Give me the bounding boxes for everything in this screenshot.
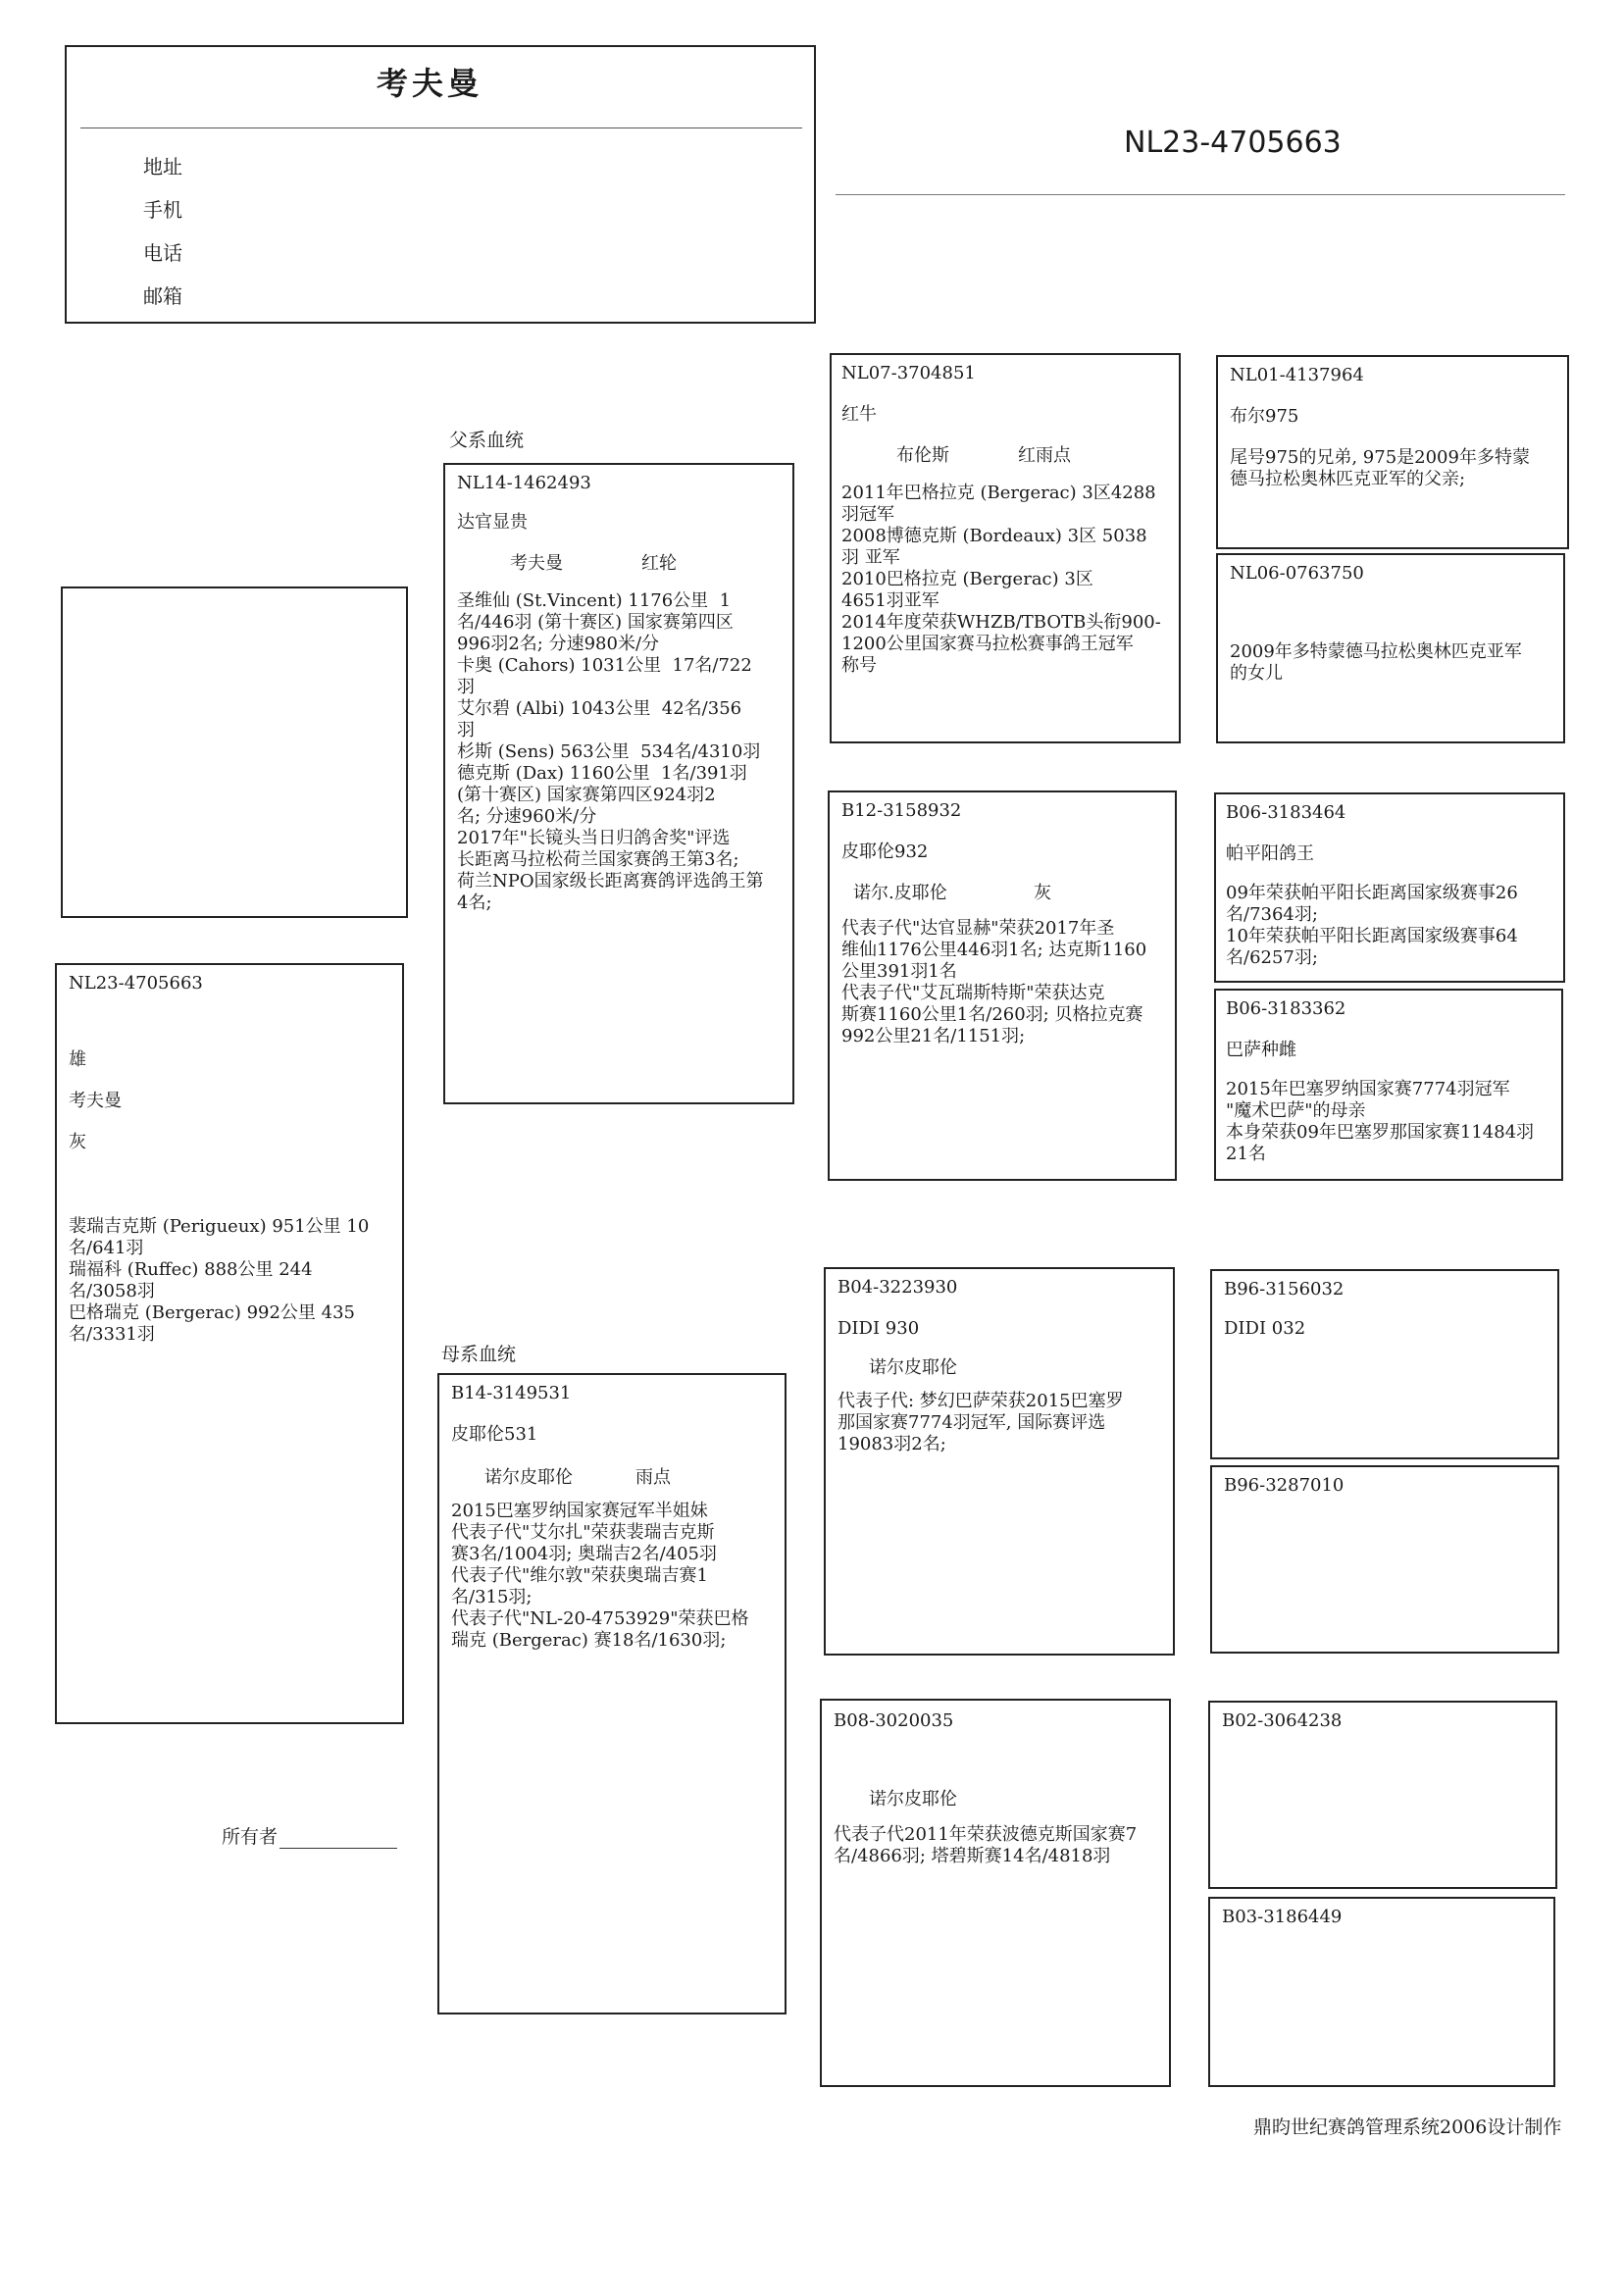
owner-field-phone: 电话 <box>143 241 182 265</box>
ssd-ring: NL06-0763750 <box>1230 563 1364 584</box>
sire-name: 达官显贵 <box>457 512 528 533</box>
footer-credit: 鼎昀世纪赛鸽管理系统2006设计制作 <box>1253 2116 1562 2138</box>
sire-sire-box <box>830 353 1181 743</box>
sss-ring: NL01-4137964 <box>1230 365 1364 385</box>
sire-dam-achievements: 代表子代"达官显赫"荣获2017年圣 维仙1176公里446羽1名; 达克斯1160 公里391羽1名 代表子代"艾瓦瑞斯特斯"荣获达克 斯赛1160公里1名/260羽; 贝格拉克赛 992公里21名/1151羽; <box>841 918 1147 1046</box>
sire-dam-box <box>828 790 1177 1181</box>
sire-dam-sire-box <box>1214 792 1565 983</box>
sire-breeder: 考夫曼 <box>510 553 563 574</box>
subject-ring: NL23-4705663 <box>69 973 203 994</box>
sdd-achievements: 2015年巴塞罗纳国家赛7774羽冠军 "魔术巴萨"的母亲 本身荣获09年巴塞罗那国家赛11484羽 21名 <box>1226 1079 1535 1164</box>
subject-breeder: 考夫曼 <box>69 1091 122 1111</box>
sire-dam-ring: B12-3158932 <box>841 800 962 821</box>
dam-dam-dam-box <box>1208 1897 1555 2087</box>
sss-achievements: 尾号975的兄弟, 975是2009年多特蒙 德马拉松奥林匹克亚军的父亲; <box>1230 447 1530 489</box>
subject-achievements: 裴瑞吉克斯 (Perigueux) 951公里 10 名/641羽 瑞福科 (Ruffec) 888公里 244 名/3058羽 巴格瑞克 (Bergerac) 992公里 435 名/3331羽 <box>69 1216 370 1345</box>
sire-ring: NL14-1462493 <box>457 473 591 493</box>
sire-dam-color: 灰 <box>1034 883 1051 903</box>
dam-dam-achievements: 代表子代2011年荣获波德克斯国家赛7 名/4866羽; 塔碧斯赛14名/4818羽 <box>834 1824 1138 1866</box>
sire-dam-name: 皮耶伦932 <box>841 841 929 862</box>
sire-dam-dam-box <box>1214 989 1563 1181</box>
dam-dam-sire-box <box>1208 1701 1557 1889</box>
sire-sire-sire-box <box>1216 355 1569 549</box>
dam-dam-breeder: 诺尔皮耶伦 <box>869 1789 957 1810</box>
dam-color: 雨点 <box>635 1467 671 1488</box>
subject-sex: 雄 <box>69 1049 86 1070</box>
photo-box <box>61 586 408 918</box>
sire-sire-dam-box <box>1216 553 1565 743</box>
owner-signature-line <box>279 1826 397 1849</box>
owner-divider <box>80 127 802 128</box>
sds-achievements: 09年荣获帕平阳长距离国家级赛事26 名/7364羽; 10年荣获帕平阳长距离国家级赛事64 名/6257羽; <box>1226 883 1518 968</box>
owner-field-email: 邮箱 <box>143 284 182 308</box>
sire-sire-breeder: 布伦斯 <box>896 445 949 466</box>
sire-color: 红轮 <box>641 553 677 574</box>
dam-section-label: 母系血统 <box>441 1344 517 1365</box>
sire-sire-achievements: 2011年巴格拉克 (Bergerac) 3区4288 羽冠军 2008博德克斯 (Bordeaux) 3区 5038 羽 亚军 2010巴格拉克 (Bergerac) 3区 4651羽亚军 2014年度荣获WHZB/TBOTB头衔900- 1200公里国家赛马拉松赛事鸽王冠军 称号 <box>841 483 1161 676</box>
owner-field-mobile: 手机 <box>143 198 182 222</box>
dss-ring: B96-3156032 <box>1224 1279 1345 1300</box>
dam-breeder: 诺尔皮耶伦 <box>484 1467 573 1488</box>
sire-sire-ring: NL07-3704851 <box>841 363 976 383</box>
dam-achievements: 2015巴塞罗纳国家赛冠军半姐妹 代表子代"艾尔扎"荣获裴瑞吉克斯 赛3名/1004羽; 奥瑞吉2名/405羽 代表子代"维尔敦"荣获奥瑞吉赛1 名/315羽; 代表子代"NL-20-4753929"荣获巴格 瑞克 (Bergerac) 赛18名/1630羽; <box>451 1501 749 1651</box>
sdd-name: 巴萨种雌 <box>1226 1040 1296 1060</box>
sire-sire-name: 红牛 <box>841 404 877 425</box>
owner-footer-text: 所有者 <box>222 1826 279 1848</box>
sds-ring: B06-3183464 <box>1226 802 1346 823</box>
dam-box <box>437 1373 787 2014</box>
sire-achievements: 圣维仙 (St.Vincent) 1176公里 1 名/446羽 (第十赛区) 国家赛第四区 996羽2名; 分速980米/分 卡奥 (Cahors) 1031公里 17名/722 羽 艾尔碧 (Albi) 1043公里 42名/356 羽 杉斯 (Sens) 563公里 534名/4310羽 德克斯 (Dax) 1160公里 1名/391羽 (第十赛区) 国家赛第四区924羽2 名; 分速960米/分 2017年"长镜头当日归鸽舍奖"评选 长距离马拉松荷兰国家赛鸽王第3名; 荷兰NPO国家级长距离赛鸽评选鸽王第 4名; <box>457 590 764 913</box>
dam-sire-achievements: 代表子代: 梦幻巴萨荣获2015巴塞罗 那国家赛7774羽冠军, 国际赛评选 19083羽2名; <box>837 1391 1124 1454</box>
owner-field-address: 地址 <box>143 155 182 178</box>
dam-ring: B14-3149531 <box>451 1383 572 1403</box>
dam-sire-breeder: 诺尔皮耶伦 <box>869 1357 957 1378</box>
owner-name: 考夫曼 <box>377 65 483 102</box>
dam-dam-ring: B08-3020035 <box>834 1710 954 1731</box>
subject-box <box>55 963 404 1724</box>
ddd-ring: B03-3186449 <box>1222 1907 1343 1927</box>
dam-sire-dam-box <box>1210 1465 1559 1654</box>
dam-dam-box <box>820 1699 1171 2087</box>
main-ring-number: NL23-4705663 <box>1124 126 1342 160</box>
sire-dam-breeder: 诺尔.皮耶伦 <box>853 883 947 903</box>
ssd-achievements: 2009年多特蒙德马拉松奥林匹克亚军 的女儿 <box>1230 641 1522 684</box>
dam-sire-sire-box <box>1210 1269 1559 1459</box>
dam-name: 皮耶伦531 <box>451 1424 538 1445</box>
owner-signature-label <box>222 1822 397 1849</box>
owner-box <box>65 45 816 324</box>
subject-color: 灰 <box>69 1132 86 1152</box>
sdd-ring: B06-3183362 <box>1226 998 1346 1019</box>
sire-sire-color: 红雨点 <box>1018 445 1071 466</box>
dam-sire-ring: B04-3223930 <box>837 1277 958 1298</box>
dss-name: DIDI 032 <box>1224 1318 1306 1339</box>
main-ring-divider <box>836 194 1565 195</box>
sss-name: 布尔975 <box>1230 406 1299 427</box>
dam-sire-box <box>824 1267 1175 1656</box>
dsd-ring: B96-3287010 <box>1224 1475 1345 1496</box>
sds-name: 帕平阳鸽王 <box>1226 843 1314 864</box>
sire-box <box>443 463 794 1104</box>
sire-section-label: 父系血统 <box>449 430 525 451</box>
dam-sire-name: DIDI 930 <box>837 1318 920 1339</box>
dds-ring: B02-3064238 <box>1222 1710 1343 1731</box>
